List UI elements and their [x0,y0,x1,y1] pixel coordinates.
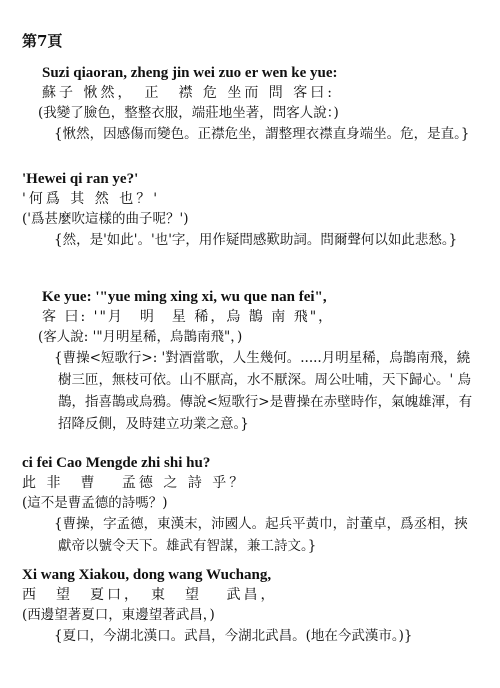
translation-line: (西邊望著夏口，東邊望著武昌，) [22,607,215,623]
pinyin-line: ci fei Cao Mengde zhi shi hu? [22,455,211,471]
pinyin-line: Xi wang Xiakou, dong wang Wuchang, [22,567,272,583]
chinese-line: 西 望 夏口， 東 望 武昌， [22,587,278,603]
annotation-note: {夏口，今湖北漢口。武昌，今湖北武昌。(地在今武漢市。)} [54,628,413,644]
chinese-line: 客 曰: '"月 明 星 稀，烏 鵲 南 飛"， [42,309,335,325]
translation-line: ('爲甚麼吹這樣的曲子呢？') [22,211,189,227]
chinese-line: 蘇子 愀然， 正 襟 危 坐而 問 客曰: [42,85,335,101]
pinyin-line: Ke yue: '"yue ming xing xi, wu que nan fei", [42,289,327,305]
annotation-note: {曹操，字孟德，東漢末，沛國人。起兵平黃巾，討董卓，爲丞相，挾獻帝以號令天下。雄武有智謀，兼工詩文。} [54,516,468,554]
page-number: 第7頁 [22,32,63,50]
pinyin-line: 'Hewei qi ran ye?' [22,171,139,187]
passage-section-3 [0,288,500,435]
translation-line: (我變了臉色，整整衣服，端莊地坐著，問客人說：) [38,105,339,121]
annotation-note: {愀然，因感傷而變色。正襟危坐，謂整理衣襟直身端坐。危，是直。} [54,126,470,142]
annotation-note: {然，是'如此'。'也'字，用作疑問感歎助詞。問爾聲何以如此悲愁。} [54,232,458,248]
annotation-note: {曹操<短歌行>: '對酒當歌，人生幾何。.....月明星稀，烏鵲南飛，繞樹三匝，無枝可依。山不厭高，水不厭深。周公吐哺，天下歸心。' 烏鵲，指喜鵲或烏鴉。傳說<短歌行>是曹操在赤壁時作，氣魄雄渾，有招降反側，及時建立功業之意。} [54,350,473,432]
passage-section-5 [0,566,500,647]
chinese-line: '何爲 其 然 也？' [22,191,161,207]
passage-section-2 [0,170,500,251]
chinese-line: 此 非 曹 孟德 之 詩 乎？ [22,475,247,491]
passage-section-4 [0,454,500,557]
passage-section-1 [0,64,500,145]
translation-line: (客人說: '"月明星稀，烏鵲南飛"，) [38,329,243,345]
translation-line: (這不是曹孟德的詩嗎？) [22,495,168,511]
pinyin-line: Suzi qiaoran, zheng jin wei zuo er wen ke yue: [42,65,338,81]
